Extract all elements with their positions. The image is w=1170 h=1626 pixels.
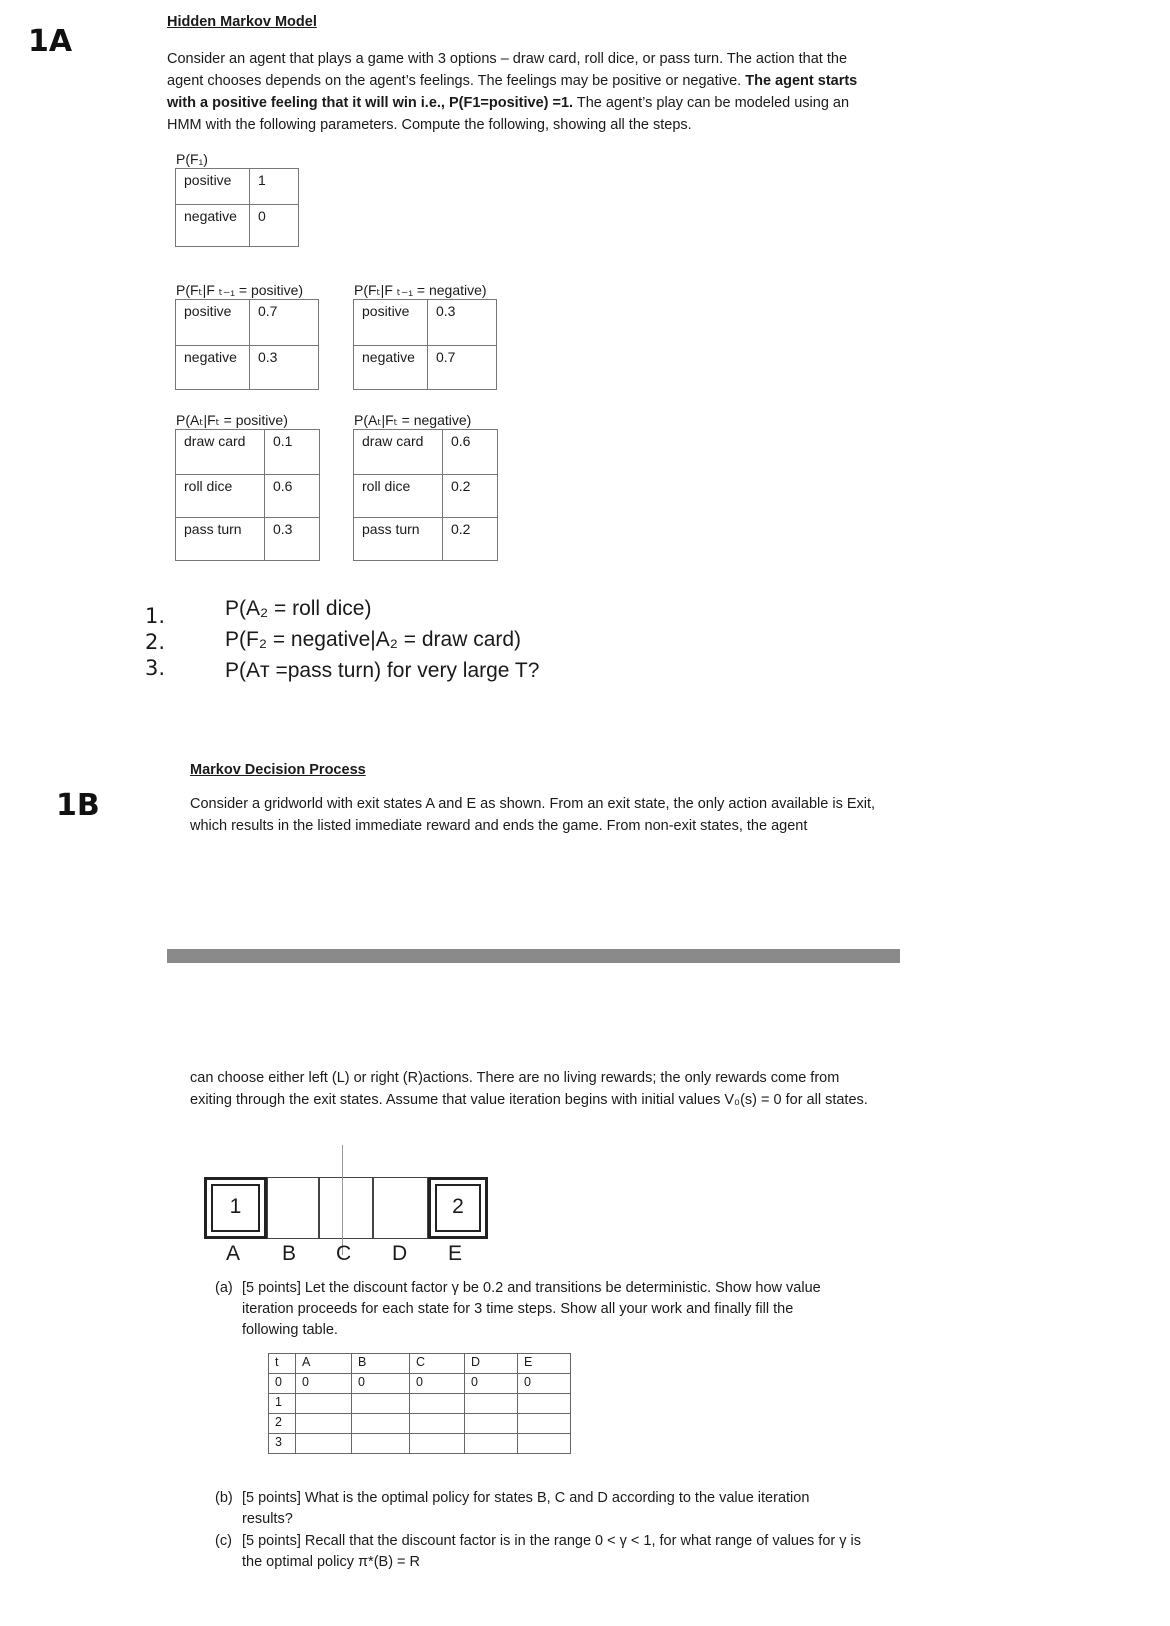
hmm-title: Hidden Markov Model [167, 14, 317, 30]
table-row [176, 430, 320, 475]
trans-neg-caption: P(Fₜ|F ₜ₋₁ = negative) [354, 282, 487, 298]
grid-cell-c [319, 1177, 373, 1239]
table-header-cell: C [410, 1354, 465, 1374]
table-cell: 0.3 [428, 300, 497, 346]
trans-pos-caption: P(Fₜ|F ₜ₋₁ = positive) [176, 282, 304, 298]
table-cell: 1 [269, 1394, 296, 1414]
table-cell: 0.3 [250, 346, 319, 390]
table-cell[interactable]: 0 [465, 1374, 518, 1394]
table-row [354, 300, 497, 346]
part-b-text: [5 points] What is the optimal policy for states B, C and D according to the value iteration results? [242, 1490, 810, 1527]
emit-neg-table [353, 429, 498, 561]
table-cell[interactable] [410, 1434, 465, 1454]
table-row [176, 205, 299, 247]
table-cell[interactable] [518, 1434, 571, 1454]
grid-cell-a [204, 1177, 267, 1239]
question-number: 2. [145, 630, 166, 654]
table-cell: negative [176, 346, 250, 390]
state-label: A [226, 1242, 241, 1265]
section-label-1a: 1A [28, 24, 73, 59]
table-cell: 0.3 [265, 518, 320, 561]
page-divider [167, 949, 900, 963]
table-cell: 2 [269, 1414, 296, 1434]
table-cell[interactable] [518, 1394, 571, 1414]
table-cell[interactable] [465, 1434, 518, 1454]
table-cell: 3 [269, 1434, 296, 1454]
table-header-row [269, 1354, 571, 1374]
table-row [176, 346, 319, 390]
table-row [354, 475, 498, 518]
state-label: D [392, 1242, 408, 1265]
table-cell[interactable] [410, 1414, 465, 1434]
table-cell[interactable]: 0 [352, 1374, 410, 1394]
table-cell: 0.1 [265, 430, 320, 475]
part-b-tag: (b) [215, 1490, 233, 1506]
table-header-cell: E [518, 1354, 571, 1374]
table-cell: draw card [354, 430, 443, 475]
table-cell[interactable] [410, 1394, 465, 1414]
table-cell[interactable]: 0 [296, 1374, 352, 1394]
table-cell: 0.7 [250, 300, 319, 346]
table-cell[interactable] [352, 1434, 410, 1454]
question-text: P(F₂ = negative|A₂ = draw card) [225, 628, 522, 651]
table-cell: 0 [250, 205, 299, 247]
table-cell: 1 [250, 169, 299, 205]
grid-cell-b [267, 1177, 319, 1239]
question-text: P(Aᴛ =pass turn) for very large T? [225, 659, 540, 682]
state-label: E [448, 1242, 463, 1265]
table-row [354, 430, 498, 475]
table-cell[interactable] [465, 1414, 518, 1434]
table-cell: roll dice [176, 475, 265, 518]
mdp-title: Markov Decision Process [190, 762, 366, 778]
table-cell: positive [354, 300, 428, 346]
prior-table [175, 168, 299, 247]
grid-cell-e [428, 1177, 488, 1239]
table-cell: positive [176, 300, 250, 346]
table-cell: pass turn [354, 518, 443, 561]
question-number: 3. [145, 656, 166, 680]
grid-cell-d [373, 1177, 428, 1239]
table-row [176, 518, 320, 561]
table-cell: positive [176, 169, 250, 205]
table-header-cell: t [269, 1354, 296, 1374]
hmm-intro-bold: The agent starts with a positive feeling that it will win i.e., P(F1=positive) =1. [167, 73, 858, 111]
table-cell: 0.2 [443, 475, 498, 518]
trans-neg-table [353, 299, 497, 390]
table-cell: negative [176, 205, 250, 247]
trans-pos-table [175, 299, 319, 390]
emit-neg-caption: P(Aₜ|Fₜ = negative) [354, 412, 472, 428]
table-header-cell: B [352, 1354, 410, 1374]
section-label-1b: 1B [56, 788, 100, 823]
table-header-cell: A [296, 1354, 352, 1374]
mdp-intro: Consider a gridworld with exit states A and E as shown. From an exit state, the only action available is Exit, which results in the listed immediate reward and ends the game. From non-exit states, the agent [190, 796, 876, 834]
question-text: P(A₂ = roll dice) [225, 597, 372, 620]
table-cell[interactable] [465, 1394, 518, 1414]
part-a-text: [5 points] Let the discount factor γ be 0.2 and transitions be deterministic. Show how value iteration proceeds for each state for 3 time steps. Show all your work and finally fill the following table. [242, 1280, 821, 1338]
mdp-continued: can choose either left (L) or right (R)actions. There are no living rewards; the only rewards come from exiting through the exit states. Assume that value iteration begins with initial values V₀(s) = 0 for all states. [190, 1070, 868, 1108]
table-row [269, 1414, 571, 1434]
table-row [176, 169, 299, 205]
table-cell: 0.2 [443, 518, 498, 561]
table-row [176, 300, 319, 346]
table-cell: 0 [269, 1374, 296, 1394]
table-cell: 0.6 [443, 430, 498, 475]
grid-axis-line [342, 1145, 343, 1255]
table-cell: draw card [176, 430, 265, 475]
hmm-intro-text: Consider an agent that plays a game with 3 options – draw card, roll dice, or pass turn. The action that the agent chooses depends on the agent’s feelings. The feelings may be positive or negative. [167, 51, 848, 89]
hmm-intro [167, 48, 887, 136]
emit-pos-caption: P(Aₜ|Fₜ = positive) [176, 412, 288, 428]
table-cell[interactable] [296, 1394, 352, 1414]
table-cell[interactable] [352, 1394, 410, 1414]
table-cell: 0.7 [428, 346, 497, 390]
prior-caption: P(F₁) [176, 151, 208, 167]
table-row [269, 1374, 571, 1394]
emit-pos-table [175, 429, 320, 561]
part-a-tag: (a) [215, 1280, 233, 1296]
part-c-tag: (c) [215, 1533, 232, 1549]
table-row [269, 1434, 571, 1454]
table-cell[interactable] [518, 1414, 571, 1434]
table-cell[interactable] [296, 1434, 352, 1454]
exit-reward-e: 2 [435, 1184, 481, 1232]
table-row [269, 1394, 571, 1414]
table-cell: negative [354, 346, 428, 390]
table-cell: 0.6 [265, 475, 320, 518]
table-cell[interactable]: 0 [518, 1374, 571, 1394]
part-c-text: [5 points] Recall that the discount factor is in the range 0 < γ < 1, for what range of values for γ is the optimal policy π*(B) = R [242, 1533, 862, 1570]
exit-reward-a: 1 [211, 1184, 260, 1232]
table-row [354, 346, 497, 390]
state-label: B [282, 1242, 297, 1265]
table-cell: pass turn [176, 518, 265, 561]
table-cell[interactable]: 0 [410, 1374, 465, 1394]
value-table [268, 1353, 571, 1454]
table-cell[interactable] [352, 1414, 410, 1434]
table-cell[interactable] [296, 1414, 352, 1434]
question-number: 1. [145, 604, 166, 628]
table-row [354, 518, 498, 561]
table-cell: roll dice [354, 475, 443, 518]
table-header-cell: D [465, 1354, 518, 1374]
table-row [176, 475, 320, 518]
hmm-intro-outro: The agent’s play can be modeled using an HMM with the following parameters. Compute the following, showing all the steps. [167, 95, 850, 133]
state-label: C [336, 1242, 352, 1265]
